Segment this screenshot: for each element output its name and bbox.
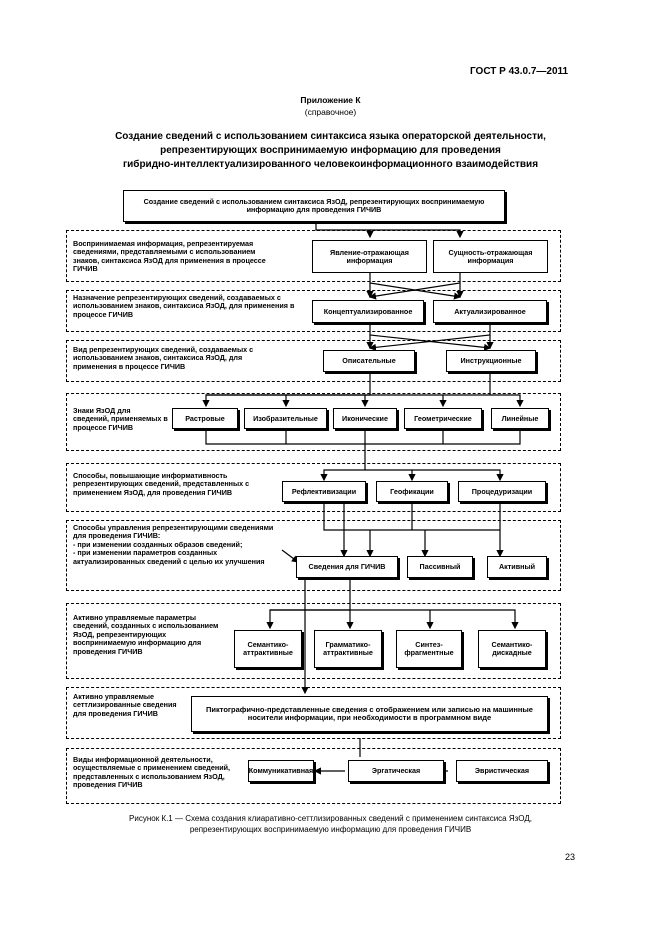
- row-box: Сущность-отражающая информация: [433, 240, 548, 273]
- title-line: репрезентирующих воспринимаемую информацию для проведения: [160, 145, 501, 156]
- row-box: Описательные: [323, 350, 415, 372]
- row-box: Пиктографично-представленные сведения с отображением или записью на машинные носители информации, при необходимости в программном виде: [191, 696, 548, 732]
- row-box: Семантико-аттрактивные: [234, 630, 302, 668]
- row-label: Активно управляемые параметры сведений, созданных с использованием ЯзОД, репрезентирующих воспринимаемую информацию для проведения ГИЧИВ: [73, 613, 219, 656]
- row-box: Рефлективизации: [282, 481, 366, 502]
- row-box: Коммуникативная: [248, 760, 314, 782]
- row-label: Вид репрезентирующих сведений, создаваемых с использованием знаков, синтаксиса ЯзОД, для применения в процессе ГИЧИВ: [73, 345, 254, 371]
- row-box: Инструкционные: [446, 350, 536, 372]
- title-line: Создание сведений с использованием синтаксиса языка операторской деятельности,: [115, 131, 546, 142]
- row-box: Процедуризации: [458, 481, 546, 502]
- row-label: Виды информационной деятельности, осуществляемые с применением сведений, представленных с использованием ЯзОД, проведения ГИЧИВ: [73, 755, 231, 790]
- row-box: Эргатическая: [348, 760, 444, 782]
- caption-line: Рисунок К.1 — Схема создания клиаративно-сеттлизированных сведений с применением синтаксиса ЯзОД,: [129, 814, 532, 823]
- row-box: Сведения для ГИЧИВ: [296, 556, 398, 578]
- row-box: Линейные: [491, 408, 549, 429]
- row-label: Назначение репрезентирующих сведений, создаваемых с использованием знаков, синтаксиса ЯзОД, для применения в процессе ГИЧИВ: [73, 293, 295, 319]
- figure-caption: [30, 813, 631, 835]
- document-code: ГОСТ Р 43.0.7—2011: [470, 66, 569, 77]
- appendix-note: (справочное): [304, 107, 357, 117]
- row-box: Пассивный: [407, 556, 473, 578]
- title-line: гибридно-интеллектуализированного человекоинформационного взаимодействия: [122, 159, 539, 170]
- row-box: Активный: [487, 556, 547, 578]
- page-number: 23: [565, 852, 576, 862]
- row-label: Знаки ЯзОД для сведений, применяемых в процессе ГИЧИВ: [73, 406, 168, 432]
- row-box: Иконические: [333, 408, 397, 429]
- row-box: Геометрические: [404, 408, 482, 429]
- row-box: Синтез-фрагментные: [396, 630, 462, 668]
- row-box: Явление-отражающая информация: [312, 240, 427, 273]
- top-process-box: Создание сведений с использованием синтаксиса ЯзОД, репрезентирующих воспринимаемую информацию для проведения ГИЧИВ: [123, 190, 505, 222]
- row-box: Геофикации: [376, 481, 448, 502]
- row-box: Эвристическая: [456, 760, 548, 782]
- row-box: Изобразительные: [244, 408, 327, 429]
- appendix-heading: Приложение К: [300, 95, 361, 105]
- row-label: Способы управления репрезентирующими сведениями для проведения ГИЧИВ: - при изменении созданных образов сведений; - при изменении параметров созданных актуализированных сведений с целью их улучшения: [73, 523, 274, 566]
- row-label: Активно управляемые сеттлизированные сведения для проведения ГИЧИВ: [73, 692, 177, 718]
- row-box: Грамматико-аттрактивные: [314, 630, 382, 668]
- row-box: Актуализированное: [433, 300, 547, 323]
- row-label: Воспринимаемая информация, репрезентируемая сведениями, представляемыми с использованием знаков, синтаксиса ЯзОД для применения в процессе ГИЧИВ: [73, 239, 266, 274]
- row-box: Семантико-дискадные: [478, 630, 546, 668]
- caption-line: репрезентирующих воспринимаемую информацию для проведения ГИЧИВ: [189, 825, 472, 834]
- row-box: Растровые: [172, 408, 238, 429]
- row-label: Способы, повышающие информативность репрезентирующих сведений, представленных с применением ЯзОД, для проведения ГИЧИВ: [73, 471, 250, 497]
- row-box: Концептуализированное: [312, 300, 424, 323]
